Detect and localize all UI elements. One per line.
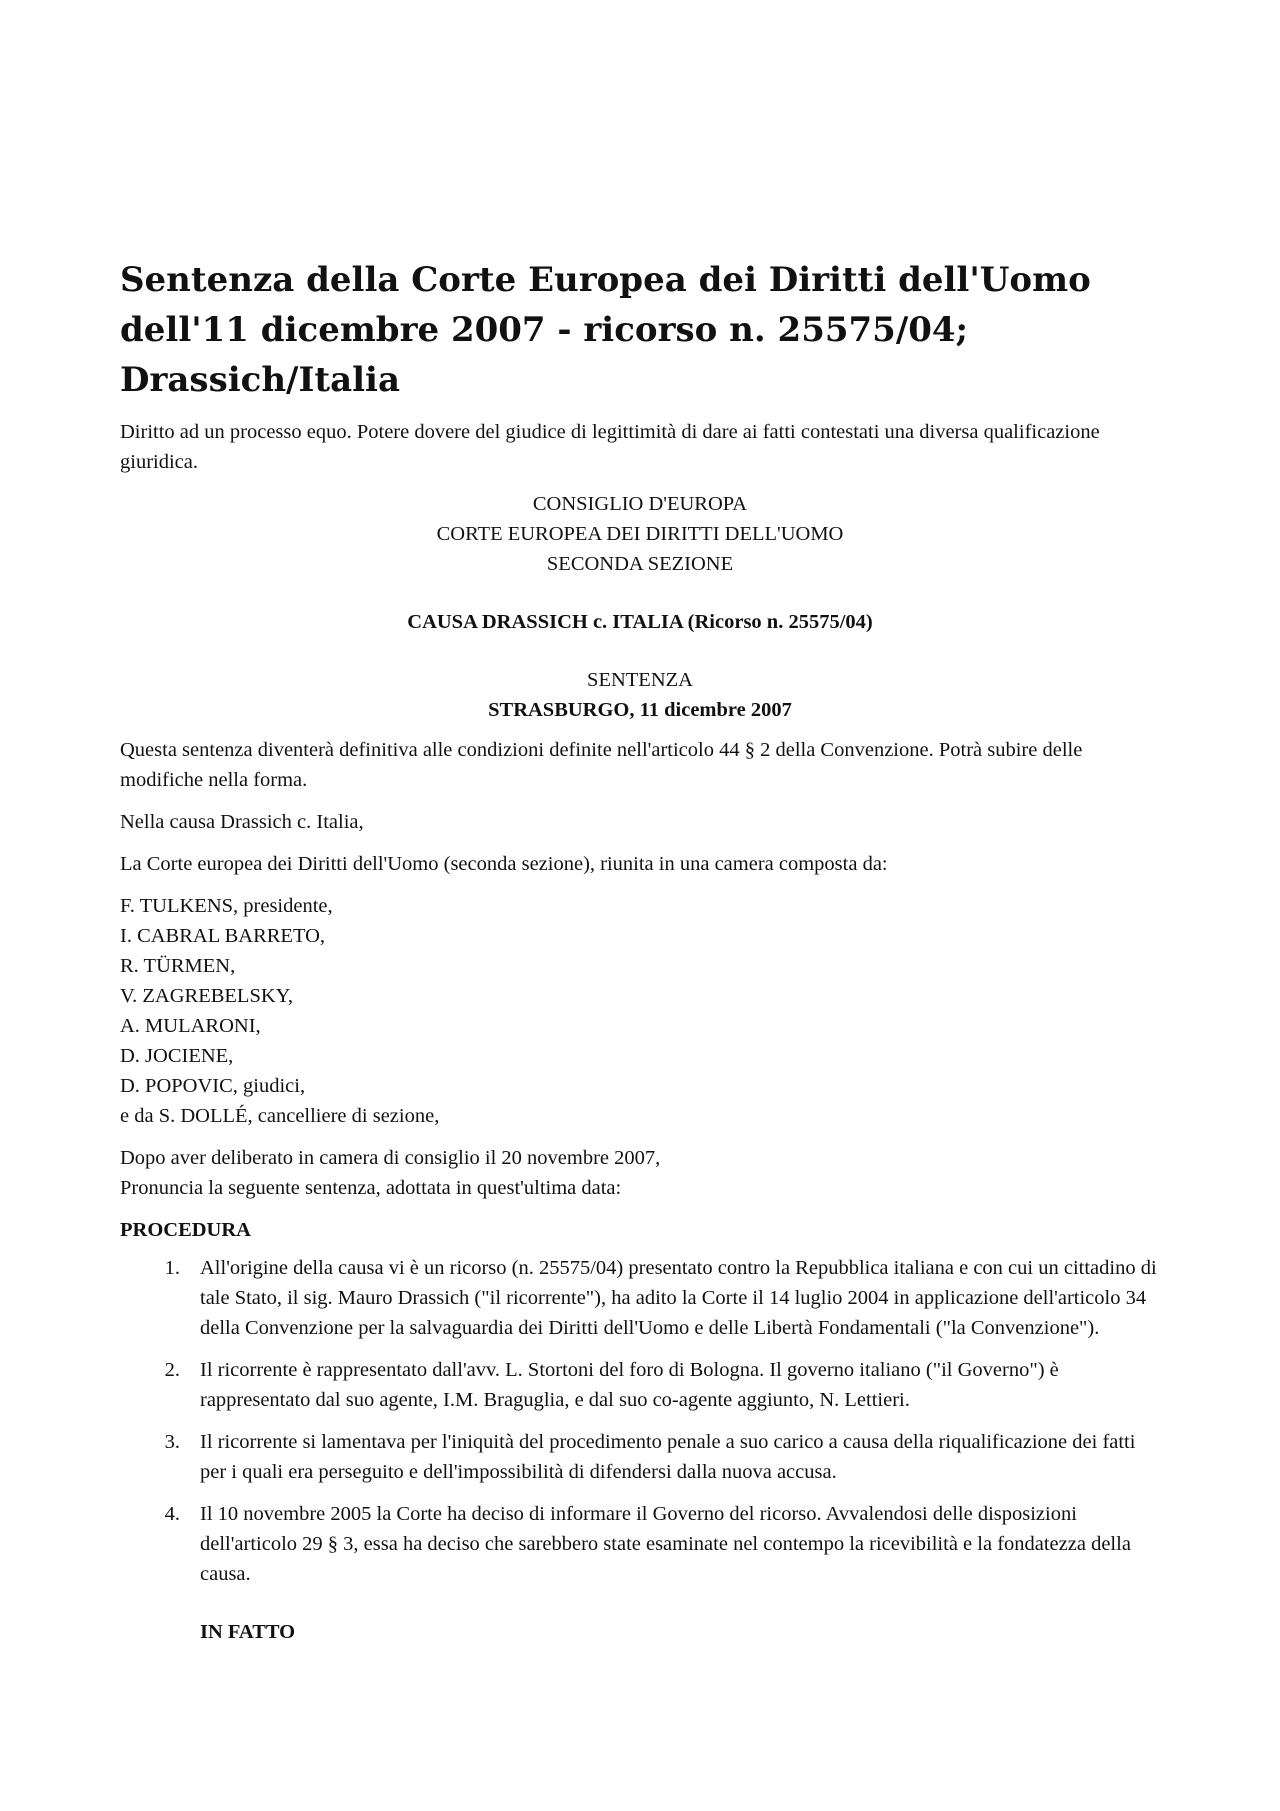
list-item-number: 3. xyxy=(164,1431,180,1453)
case-intro: Nella causa Drassich c. Italia, xyxy=(120,811,364,833)
document-page xyxy=(120,255,1160,1647)
judgment-block xyxy=(120,665,1160,725)
list-item-number: 4. xyxy=(164,1503,180,1525)
procedure-list xyxy=(120,1253,1160,1589)
judges-list xyxy=(120,891,1160,1131)
court-intro: La Corte europea dei Diritti dell'Uomo (seconda sezione), riunita in una camera composta da: xyxy=(120,853,888,875)
list-item xyxy=(120,1427,1160,1487)
deliberation-line: Dopo aver deliberato in camera di consiglio il 20 novembre 2007, xyxy=(120,1147,661,1169)
list-item-number: 1. xyxy=(164,1257,180,1279)
judge-line: A. MULARONI, xyxy=(120,1015,261,1037)
judge-line: I. CABRAL BARRETO, xyxy=(120,925,326,947)
list-item xyxy=(120,1499,1160,1589)
list-item-text: Il 10 novembre 2005 la Corte ha deciso di informare il Governo del ricorso. Avvalendosi delle disposizioni dell'articolo 29 § 3, essa ha deciso che sarebbero state esaminate nel contempo la ricevibilità e la fondatezza della causa. xyxy=(200,1503,1131,1585)
in-fatto-heading: IN FATTO xyxy=(200,1621,296,1643)
document-subtitle: Diritto ad un processo equo. Potere dovere del giudice di legittimità di dare ai fatti contestati una diversa qualificazione giuridica. xyxy=(120,421,1100,473)
judge-line: V. ZAGREBELSKY, xyxy=(120,985,293,1007)
case-title-block xyxy=(120,607,1160,637)
judge-line: D. POPOVIC, giudici, xyxy=(120,1075,306,1097)
list-item-text: Il ricorrente si lamentava per l'iniquità del procedimento penale a suo carico a causa della riqualificazione dei fatti per i quali era perseguito e dell'impossibilità di difendersi dalla nuova accusa. xyxy=(200,1431,1136,1483)
list-item-text: Il ricorrente è rappresentato dall'avv. L. Stortoni del foro di Bologna. Il governo italiano ("il Governo") è rappresentato dal suo agente, I.M. Braguglia, e dal suo co-agente aggiunto, N. Lettieri. xyxy=(200,1359,1059,1411)
list-item-number: 2. xyxy=(164,1359,180,1381)
list-item xyxy=(120,1355,1160,1415)
council-of-europe-line: CONSIGLIO D'EUROPA xyxy=(532,493,748,515)
deliberation-block xyxy=(120,1143,1160,1203)
case-title: CAUSA DRASSICH c. ITALIA (Ricorso n. 25575/04) xyxy=(407,611,873,633)
definitive-note: Questa sentenza diventerà definitiva alle condizioni definite nell'articolo 44 § 2 della Convenzione. Potrà subire delle modifiche nella forma. xyxy=(120,739,1083,791)
court-header-block xyxy=(120,489,1160,579)
pronouncement-line: Pronuncia la seguente sentenza, adottata in quest'ultima data: xyxy=(120,1177,622,1199)
judgment-place-date: STRASBURGO, 11 dicembre 2007 xyxy=(488,699,792,721)
judge-line: R. TÜRMEN, xyxy=(120,955,236,977)
document-title: Sentenza della Corte Europea dei Diritti dell'Uomo dell'11 dicembre 2007 - ricorso n. 25575/04; Drassich/Italia xyxy=(120,260,1091,400)
judgment-label: SENTENZA xyxy=(587,669,693,691)
judge-line: D. JOCIENE, xyxy=(120,1045,234,1067)
registrar-line: e da S. DOLLÉ, cancelliere di sezione, xyxy=(120,1105,440,1127)
court-name-line: CORTE EUROPEA DEI DIRITTI DELL'UOMO xyxy=(436,523,844,545)
list-item-text: All'origine della causa vi è un ricorso (n. 25575/04) presentato contro la Repubblica italiana e con cui un cittadino di tale Stato, il sig. Mauro Drassich ("il ricorrente"), ha adito la Corte il 14 luglio 2004 in applicazione dell'articolo 34 della Convenzione per la salvaguardia dei Diritti dell'Uomo e delle Libertà Fondamentali ("la Convenzione"). xyxy=(200,1257,1157,1339)
list-item xyxy=(120,1253,1160,1343)
procedure-heading: PROCEDURA xyxy=(120,1219,251,1241)
section-line: SECONDA SEZIONE xyxy=(546,553,734,575)
judge-line: F. TULKENS, presidente, xyxy=(120,895,333,917)
